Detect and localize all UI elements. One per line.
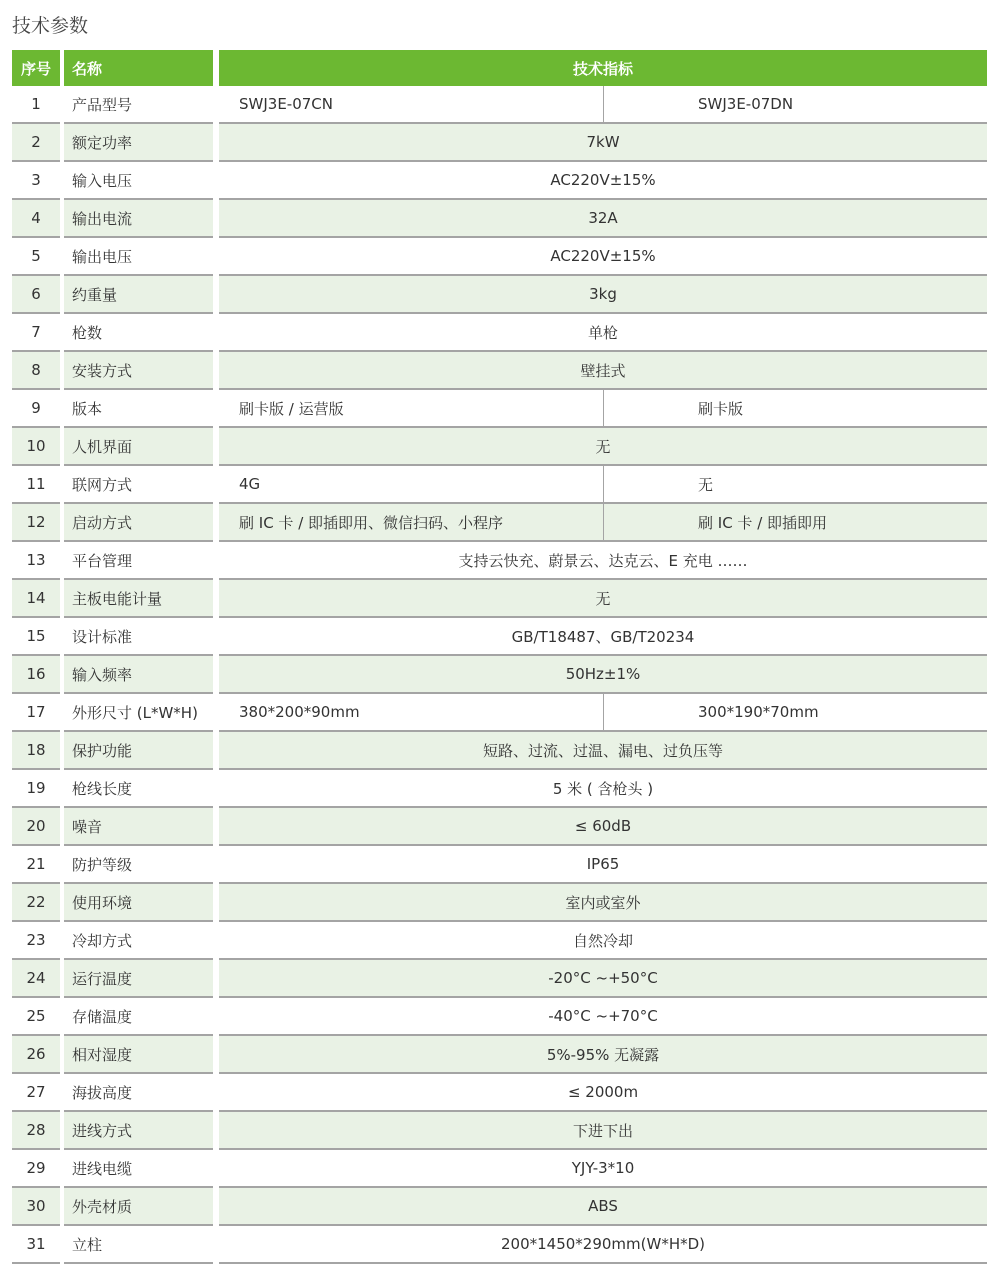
row-seq: 17	[12, 694, 60, 732]
row-name: 枪数	[64, 314, 213, 352]
row-name: 版本	[64, 390, 213, 428]
table-row	[12, 998, 987, 1036]
row-name: 输出电流	[64, 200, 213, 238]
row-spec-right: 刷卡版	[604, 390, 987, 428]
header-spec: 技术指标	[219, 50, 987, 86]
row-spec-value: GB/T18487、GB/T20234	[219, 618, 987, 656]
row-seq: 2	[12, 124, 60, 162]
row-seq: 23	[12, 922, 60, 960]
row-seq: 12	[12, 504, 60, 542]
row-seq: 27	[12, 1074, 60, 1112]
row-name: 相对湿度	[64, 1036, 213, 1074]
row-name: 进线方式	[64, 1112, 213, 1150]
table-row	[12, 466, 987, 504]
table-row	[12, 846, 987, 884]
table-row	[12, 542, 987, 580]
row-spec-right: 300*190*70mm	[604, 694, 987, 732]
row-seq: 9	[12, 390, 60, 428]
table-row	[12, 124, 987, 162]
page-title: 技术参数	[12, 15, 89, 37]
table-row	[12, 504, 987, 542]
row-seq: 30	[12, 1188, 60, 1226]
row-seq: 4	[12, 200, 60, 238]
row-spec-value: IP65	[219, 846, 987, 884]
table-row	[12, 276, 987, 314]
row-seq: 25	[12, 998, 60, 1036]
row-name: 防护等级	[64, 846, 213, 884]
row-name: 约重量	[64, 276, 213, 314]
row-name: 额定功率	[64, 124, 213, 162]
row-spec-left: 刷卡版 / 运营版	[219, 390, 604, 428]
row-name: 输入电压	[64, 162, 213, 200]
row-name: 输入频率	[64, 656, 213, 694]
row-spec-value: 室内或室外	[219, 884, 987, 922]
row-spec-right: 无	[604, 466, 987, 504]
row-name: 产品型号	[64, 86, 213, 124]
row-seq: 14	[12, 580, 60, 618]
row-name: 海拔高度	[64, 1074, 213, 1112]
spec-table	[12, 50, 987, 1264]
row-seq: 26	[12, 1036, 60, 1074]
table-row	[12, 314, 987, 352]
header-name: 名称	[64, 50, 213, 86]
row-spec-value: 无	[219, 428, 987, 466]
row-name: 保护功能	[64, 732, 213, 770]
table-row	[12, 884, 987, 922]
row-seq: 18	[12, 732, 60, 770]
row-seq: 21	[12, 846, 60, 884]
row-spec-value: -40°C ~+70°C	[219, 998, 987, 1036]
table-row	[12, 694, 987, 732]
row-spec-value: 3kg	[219, 276, 987, 314]
row-spec-value: -20°C ~+50°C	[219, 960, 987, 998]
table-row	[12, 352, 987, 390]
table-row	[12, 1226, 987, 1264]
table-row	[12, 1074, 987, 1112]
row-name: 运行温度	[64, 960, 213, 998]
table-row	[12, 1150, 987, 1188]
row-seq: 31	[12, 1226, 60, 1264]
row-spec-value: YJY-3*10	[219, 1150, 987, 1188]
table-row	[12, 656, 987, 694]
row-spec-value: 自然冷却	[219, 922, 987, 960]
row-spec-value: AC220V±15%	[219, 162, 987, 200]
table-row	[12, 580, 987, 618]
row-spec-value: 7kW	[219, 124, 987, 162]
row-name: 噪音	[64, 808, 213, 846]
row-seq: 8	[12, 352, 60, 390]
row-name: 外形尺寸 (L*W*H)	[64, 694, 213, 732]
table-row	[12, 86, 987, 124]
table-row	[12, 428, 987, 466]
row-seq: 10	[12, 428, 60, 466]
row-seq: 5	[12, 238, 60, 276]
table-row	[12, 618, 987, 656]
row-name: 存储温度	[64, 998, 213, 1036]
table-row	[12, 960, 987, 998]
table-row	[12, 1036, 987, 1074]
table-row	[12, 922, 987, 960]
table-row	[12, 1112, 987, 1150]
row-spec-value: 5%-95% 无凝露	[219, 1036, 987, 1074]
table-row	[12, 200, 987, 238]
row-seq: 6	[12, 276, 60, 314]
row-seq: 13	[12, 542, 60, 580]
row-spec-left: 刷 IC 卡 / 即插即用、微信扫码、小程序	[219, 504, 604, 542]
row-name: 冷却方式	[64, 922, 213, 960]
row-seq: 3	[12, 162, 60, 200]
row-spec-value: 壁挂式	[219, 352, 987, 390]
row-spec-value: ≤ 2000m	[219, 1074, 987, 1112]
table-row	[12, 808, 987, 846]
row-spec-value: 单枪	[219, 314, 987, 352]
row-spec-value: 下进下出	[219, 1112, 987, 1150]
table-header	[12, 50, 987, 86]
row-seq: 22	[12, 884, 60, 922]
table-body	[12, 86, 987, 1264]
row-name: 立柱	[64, 1226, 213, 1264]
table-row	[12, 1188, 987, 1226]
row-name: 主板电能计量	[64, 580, 213, 618]
row-seq: 1	[12, 86, 60, 124]
row-seq: 28	[12, 1112, 60, 1150]
row-name: 启动方式	[64, 504, 213, 542]
row-seq: 7	[12, 314, 60, 352]
row-name: 外壳材质	[64, 1188, 213, 1226]
table-row	[12, 162, 987, 200]
row-spec-right: SWJ3E-07DN	[604, 86, 987, 124]
row-seq: 20	[12, 808, 60, 846]
table-row	[12, 390, 987, 428]
row-name: 人机界面	[64, 428, 213, 466]
row-name: 安装方式	[64, 352, 213, 390]
table-row	[12, 238, 987, 276]
row-spec-value: 无	[219, 580, 987, 618]
row-name: 进线电缆	[64, 1150, 213, 1188]
row-spec-value: 200*1450*290mm(W*H*D)	[219, 1226, 987, 1264]
row-seq: 29	[12, 1150, 60, 1188]
table-row	[12, 732, 987, 770]
row-spec-value: 5 米 ( 含枪头 )	[219, 770, 987, 808]
table-row	[12, 770, 987, 808]
row-spec-value: 32A	[219, 200, 987, 238]
row-name: 平台管理	[64, 542, 213, 580]
row-spec-value: 50Hz±1%	[219, 656, 987, 694]
row-name: 使用环境	[64, 884, 213, 922]
row-spec-value: ≤ 60dB	[219, 808, 987, 846]
row-spec-value: AC220V±15%	[219, 238, 987, 276]
row-spec-value: 支持云快充、蔚景云、达克云、E 充电 ……	[219, 542, 987, 580]
row-seq: 24	[12, 960, 60, 998]
row-spec-value: 短路、过流、过温、漏电、过负压等	[219, 732, 987, 770]
row-seq: 16	[12, 656, 60, 694]
row-spec-value: ABS	[219, 1188, 987, 1226]
row-spec-left: 4G	[219, 466, 604, 504]
row-seq: 11	[12, 466, 60, 504]
row-seq: 15	[12, 618, 60, 656]
row-name: 输出电压	[64, 238, 213, 276]
row-spec-left: SWJ3E-07CN	[219, 86, 604, 124]
row-spec-right: 刷 IC 卡 / 即插即用	[604, 504, 987, 542]
row-name: 联网方式	[64, 466, 213, 504]
row-spec-left: 380*200*90mm	[219, 694, 604, 732]
header-seq: 序号	[12, 50, 60, 86]
row-seq: 19	[12, 770, 60, 808]
row-name: 枪线长度	[64, 770, 213, 808]
row-name: 设计标准	[64, 618, 213, 656]
